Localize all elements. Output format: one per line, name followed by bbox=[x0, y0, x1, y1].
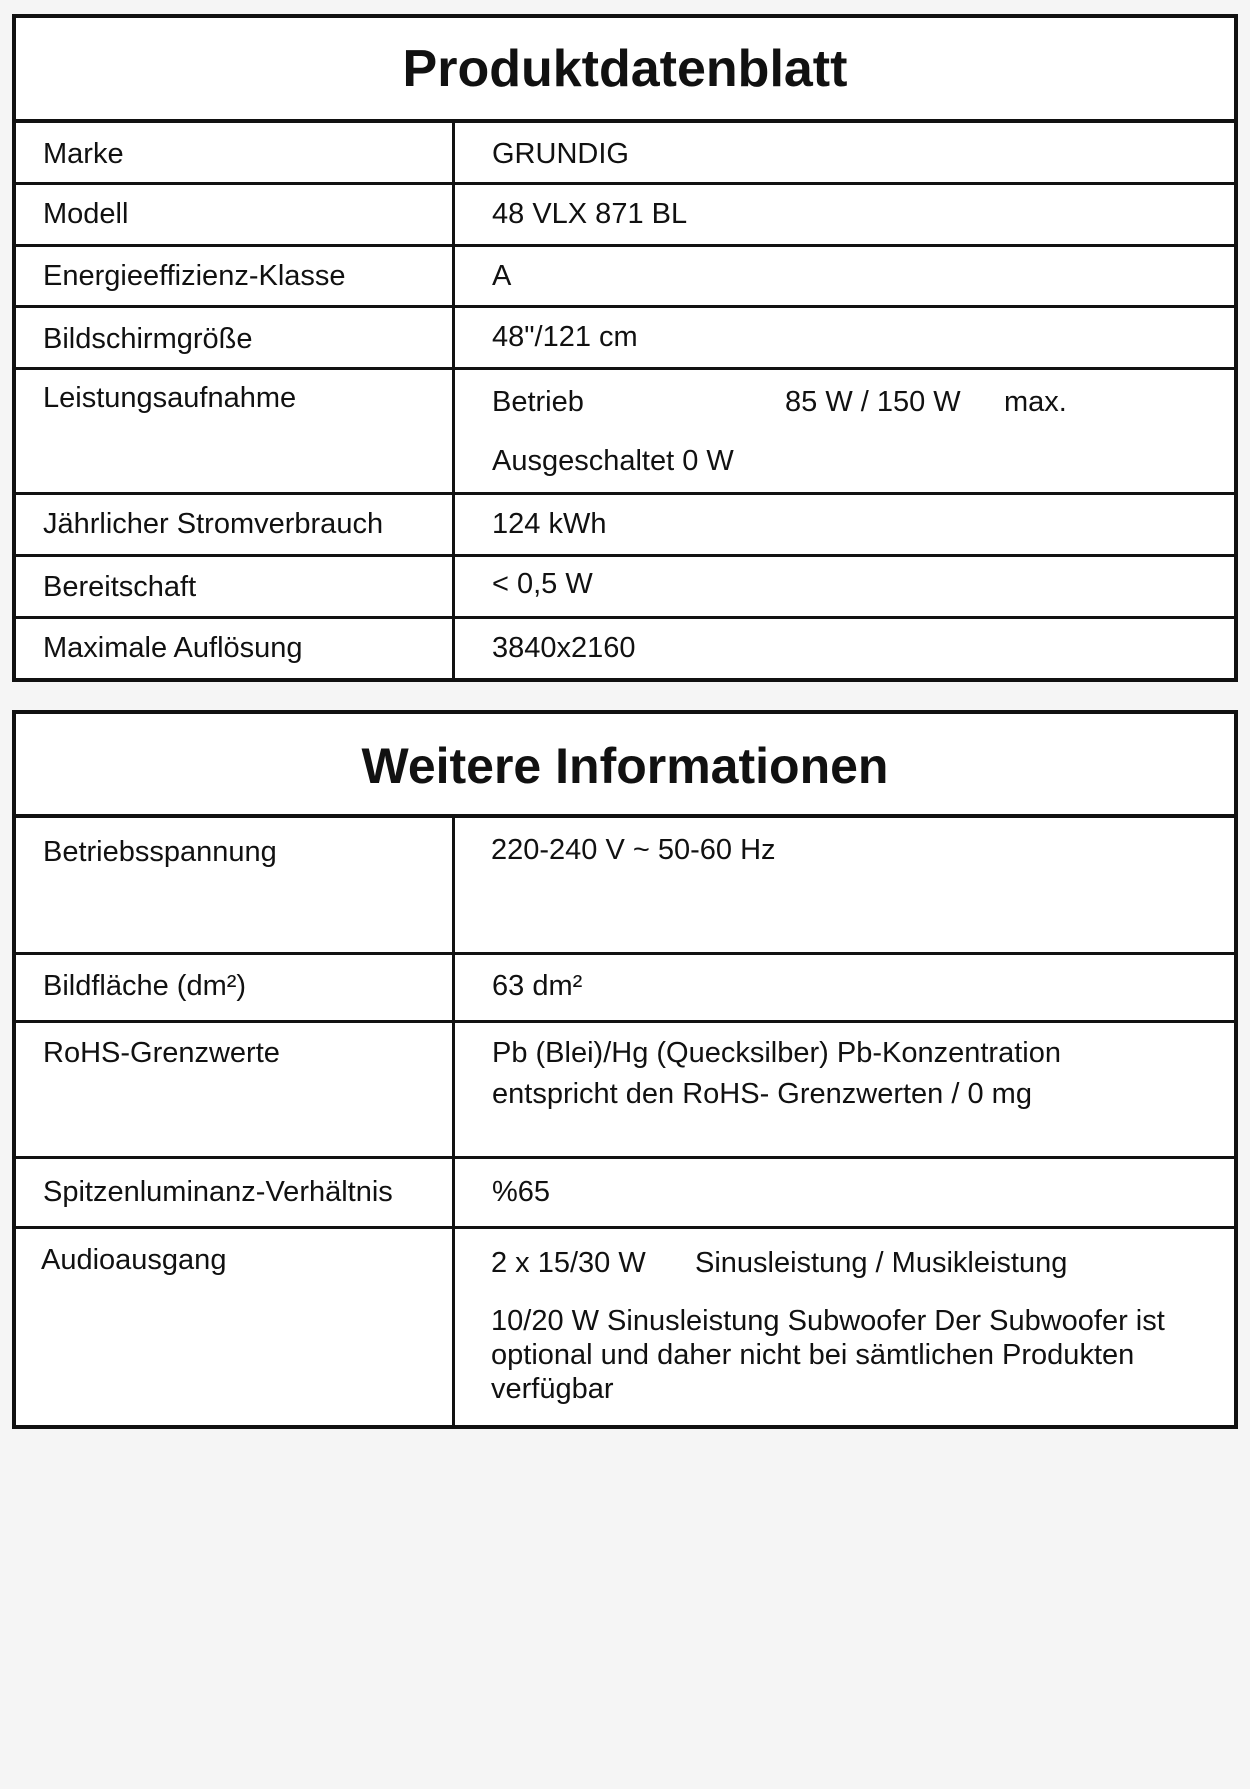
column-divider bbox=[452, 955, 455, 1020]
power-max-label: max. bbox=[1004, 386, 1067, 418]
table-row bbox=[16, 557, 1234, 619]
column-divider bbox=[452, 308, 455, 367]
more-info-panel bbox=[12, 710, 1238, 1429]
row-label-max-resolution: Maximale Auflösung bbox=[43, 632, 303, 664]
column-divider bbox=[452, 557, 455, 616]
row-label-annual-consumption: Jährlicher Stromverbrauch bbox=[43, 508, 384, 540]
column-divider bbox=[452, 123, 455, 182]
row-label-rohs: RoHS-Grenzwerte bbox=[43, 1037, 280, 1069]
audio-power-type: Sinusleistung / Musikleistung bbox=[695, 1247, 1068, 1279]
row-label-modell: Modell bbox=[43, 198, 129, 230]
power-value: 85 W / 150 W bbox=[785, 386, 961, 418]
column-divider bbox=[452, 185, 455, 244]
more-info-title: Weitere Informationen bbox=[16, 714, 1234, 818]
row-value-screen-area: 63 dm² bbox=[492, 970, 583, 1002]
column-divider bbox=[452, 818, 455, 952]
datasheet-title: Produktdatenblatt bbox=[16, 18, 1234, 123]
column-divider bbox=[452, 1229, 455, 1425]
table-row bbox=[16, 247, 1234, 308]
row-value-energy-class: A bbox=[492, 260, 512, 292]
datasheet-panel bbox=[12, 14, 1238, 682]
column-divider bbox=[452, 619, 455, 678]
row-value-modell: 48 VLX 871 BL bbox=[492, 198, 688, 230]
table-row bbox=[16, 185, 1234, 247]
rohs-value-line2: entspricht den RoHS- Grenzwerten / 0 mg bbox=[492, 1078, 1032, 1110]
table-row bbox=[16, 495, 1234, 557]
rohs-value-line1: Pb (Blei)/Hg (Quecksilber) Pb-Konzentration bbox=[492, 1037, 1061, 1069]
table-row bbox=[16, 1159, 1234, 1229]
row-value-screen-size: 48"/121 cm bbox=[492, 321, 638, 353]
row-label-standby: Bereitschaft bbox=[43, 571, 197, 603]
column-divider bbox=[452, 370, 455, 492]
row-label-marke: Marke bbox=[43, 138, 124, 170]
column-divider bbox=[452, 1023, 455, 1156]
column-divider bbox=[452, 495, 455, 554]
row-label-screen-size: Bildschirmgröße bbox=[43, 323, 253, 355]
table-row bbox=[16, 818, 1234, 955]
row-value-peak-luminance: %65 bbox=[492, 1176, 551, 1208]
row-value-marke: GRUNDIG bbox=[492, 138, 629, 170]
table-row bbox=[16, 619, 1234, 678]
row-label-power: Leistungsaufnahme bbox=[43, 382, 297, 414]
row-label-peak-luminance: Spitzenluminanz-Verhältnis bbox=[43, 1176, 393, 1208]
column-divider bbox=[452, 247, 455, 305]
row-label-screen-area: Bildfläche (dm²) bbox=[43, 970, 247, 1002]
audio-power-value: 2 x 15/30 W bbox=[491, 1247, 646, 1279]
row-value-annual-consumption: 124 kWh bbox=[492, 508, 607, 540]
table-row bbox=[16, 1229, 1234, 1425]
row-label-energy-class: Energieeffizienz-Klasse bbox=[43, 260, 346, 292]
row-value-voltage: 220-240 V ~ 50-60 Hz bbox=[491, 834, 776, 866]
power-off-value: Ausgeschaltet 0 W bbox=[492, 445, 734, 477]
column-divider bbox=[452, 1159, 455, 1226]
row-label-audio: Audioausgang bbox=[41, 1244, 227, 1276]
table-row bbox=[16, 123, 1234, 185]
row-label-voltage: Betriebsspannung bbox=[43, 836, 277, 868]
table-row bbox=[16, 1023, 1234, 1159]
audio-subwoofer-note: 10/20 W Sinusleistung Subwoofer Der Subwoofer ist optional und daher nicht bei sämtlichen Produkten verfügbar bbox=[491, 1305, 1165, 1405]
table-row bbox=[16, 955, 1234, 1023]
table-row bbox=[16, 370, 1234, 495]
row-value-standby: < 0,5 W bbox=[492, 568, 593, 600]
table-row bbox=[16, 308, 1234, 370]
row-value-max-resolution: 3840x2160 bbox=[492, 632, 636, 664]
power-mode-label: Betrieb bbox=[492, 386, 584, 418]
